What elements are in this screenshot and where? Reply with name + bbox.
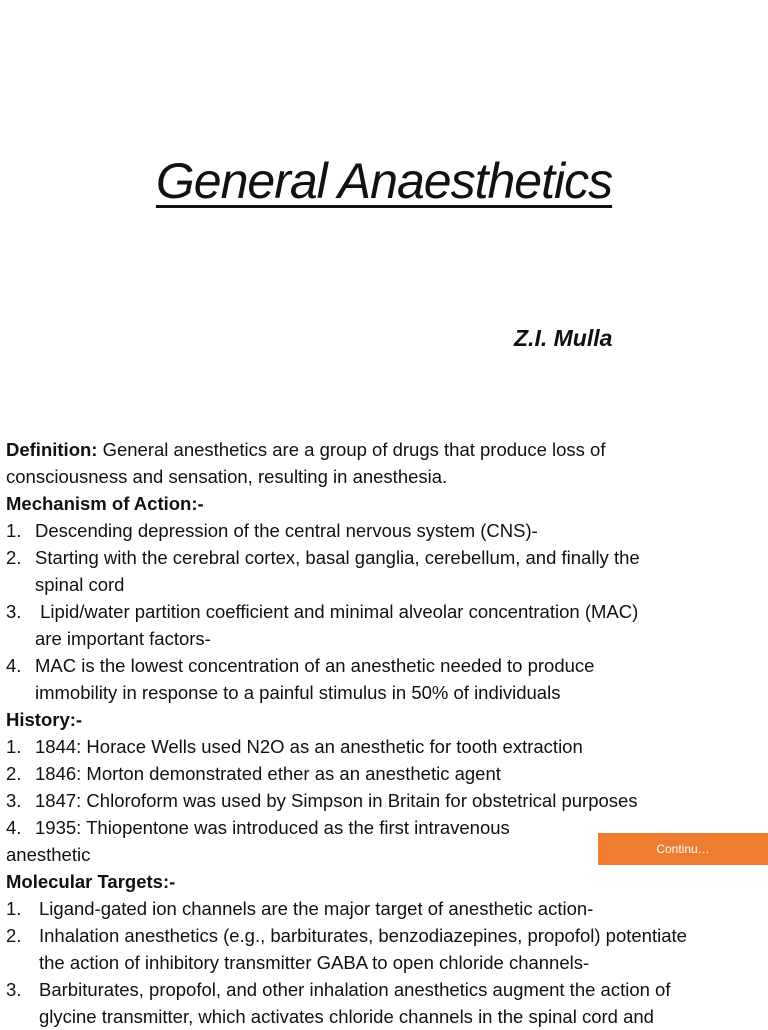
definition-label: Definition: — [6, 439, 98, 460]
list-item-continuation: anesthetic — [6, 844, 91, 865]
list-text: Descending depression of the central nervous system (CNS)- — [35, 520, 538, 541]
list-number: 4. — [6, 655, 22, 676]
list-text: Lipid/water partition coefficient and minimal alveolar concentration (MAC) — [35, 601, 639, 622]
definition-line-2: consciousness and sensation, resulting in anesthesia. — [6, 466, 448, 487]
list-item — [6, 598, 768, 625]
list-text: 1935: Thiopentone was introduced as the first intravenous — [35, 817, 510, 838]
molecular-heading: Molecular Targets:- — [6, 871, 176, 892]
list-item — [6, 895, 768, 922]
list-item-continuation: the action of inhibitory transmitter GABA to open chloride channels- — [39, 952, 590, 973]
definition-line-1 — [6, 436, 768, 463]
list-text: Ligand-gated ion channels are the major target of anesthetic action- — [39, 898, 594, 919]
list-number: 2. — [6, 547, 22, 568]
list-text: 1846: Morton demonstrated ether as an anesthetic agent — [35, 763, 501, 784]
history-heading: History:- — [6, 709, 83, 730]
list-item-continuation: glycine transmitter, which activates chloride channels in the spinal cord and — [39, 1006, 654, 1027]
continue-button[interactable]: Continu… — [598, 833, 768, 865]
list-number: 3. — [6, 790, 22, 811]
list-item-continuation: immobility in response to a painful stimulus in 50% of individuals — [35, 682, 561, 703]
list-number: 1. — [6, 898, 22, 919]
mechanism-heading: Mechanism of Action:- — [6, 493, 204, 514]
list-number: 1. — [6, 736, 22, 757]
list-item-continuation: spinal cord — [35, 574, 125, 595]
list-number: 2. — [6, 925, 22, 946]
list-item — [6, 976, 768, 1003]
list-item — [6, 760, 768, 787]
author-name: Z.I. Mulla — [514, 325, 613, 351]
list-number: 2. — [6, 763, 22, 784]
list-text: 1847: Chloroform was used by Simpson in Britain for obstetrical purposes — [35, 790, 638, 811]
list-item — [6, 544, 768, 571]
list-item — [6, 517, 768, 544]
list-text: MAC is the lowest concentration of an anesthetic needed to produce — [35, 655, 595, 676]
list-text: Inhalation anesthetics (e.g., barbiturates, benzodiazepines, propofol) potentiate — [39, 925, 687, 946]
list-number: 4. — [6, 817, 22, 838]
list-number: 3. — [6, 601, 22, 622]
list-number: 3. — [6, 979, 22, 1000]
list-number: 1. — [6, 520, 22, 541]
document-body — [6, 436, 768, 1030]
list-text: Starting with the cerebral cortex, basal ganglia, cerebellum, and finally the — [35, 547, 640, 568]
list-item — [6, 922, 768, 949]
definition-text: General anesthetics are a group of drugs that produce loss of — [97, 439, 606, 460]
list-item — [6, 787, 768, 814]
list-text: Barbiturates, propofol, and other inhalation anesthetics augment the action of — [39, 979, 671, 1000]
list-item — [6, 733, 768, 760]
list-text: 1844: Horace Wells used N2O as an anesthetic for tooth extraction — [35, 736, 583, 757]
list-item — [6, 652, 768, 679]
page-title: General Anaesthetics — [155, 153, 613, 209]
list-item-continuation: are important factors- — [35, 628, 211, 649]
